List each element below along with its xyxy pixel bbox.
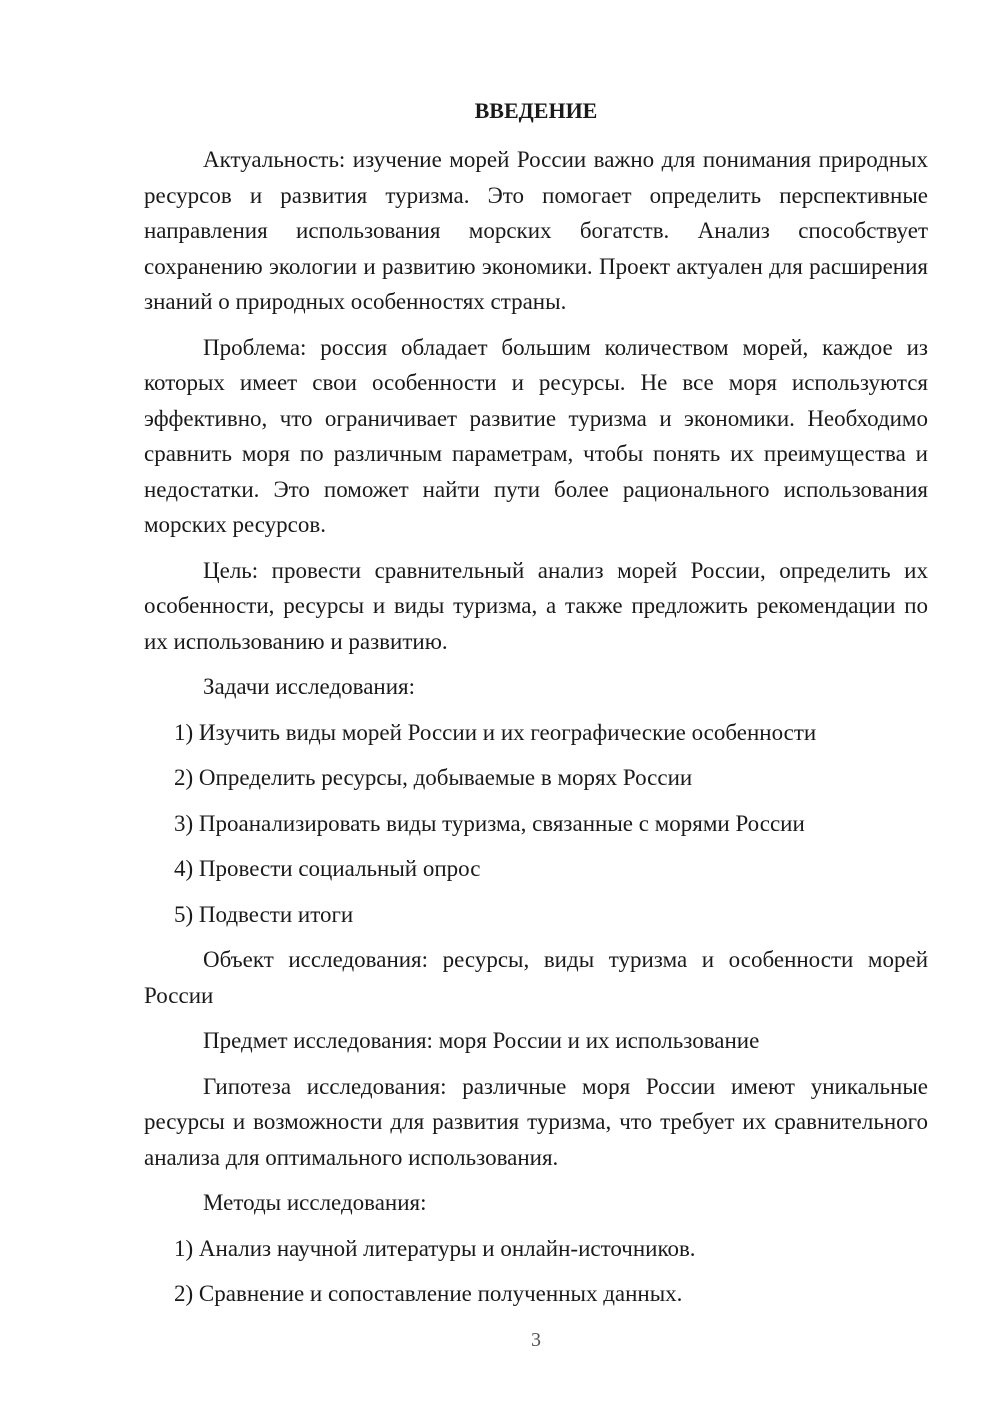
- object-paragraph: Объект исследования: ресурсы, виды туризма и особенности морей России: [144, 947, 928, 1008]
- methods-list: [144, 1231, 928, 1312]
- task-item: 4) Провести социальный опрос: [174, 856, 481, 881]
- hypothesis-paragraph: Гипотеза исследования: различные моря России имеют уникальные ресурсы и возможности для развития туризма, что требует их сравнительного анализа для оптимального использования.: [144, 1073, 928, 1170]
- task-item: 2) Определить ресурсы, добываемые в морях России: [174, 765, 693, 790]
- method-item: 1) Анализ научной литературы и онлайн-источников.: [174, 1235, 696, 1261]
- method-item: 2) Сравнение и сопоставление полученных данных.: [174, 1281, 683, 1306]
- tasks-list: [144, 715, 928, 933]
- methods-label: Методы исследования:: [203, 1190, 427, 1215]
- page-number: 3: [531, 1329, 541, 1351]
- task-item: 3) Проанализировать виды туризма, связанные с морями России: [174, 810, 805, 836]
- task-item: 5) Подвести итоги: [174, 901, 354, 927]
- goal-paragraph: Цель: провести сравнительный анализ морей России, определить их особенности, ресурсы и виды туризма, а также предложить рекомендации по их использованию и развитию.: [144, 557, 928, 654]
- problem-paragraph: Проблема: россия обладает большим количеством морей, каждое из которых имеет свои особенности и ресурсы. Не все моря используются эффективно, что ограничивает развитие туризма и экономики. Необходимо сравнить моря по различным параметрам, чтобы понять их преимущества и недостатки. Это поможет найти пути более рационального использования морских ресурсов.: [144, 334, 928, 537]
- task-item: 1) Изучить виды морей России и их географические особенности: [174, 719, 817, 745]
- subject-paragraph: Предмет исследования: моря России и их использование: [203, 1028, 760, 1053]
- section-heading: ВВЕДЕНИЕ: [474, 98, 598, 123]
- tasks-label: Задачи исследования:: [203, 674, 416, 699]
- page-content: [144, 95, 928, 1322]
- relevance-paragraph: Актуальность: изучение морей России важно для понимания природных ресурсов и развития туризма. Это помогает определить перспективные направления использования морских богатств. Анализ способствует сохранению экологии и развитию экономики. Проект актуален для расширения знаний о природных особенностях страны.: [144, 147, 928, 314]
